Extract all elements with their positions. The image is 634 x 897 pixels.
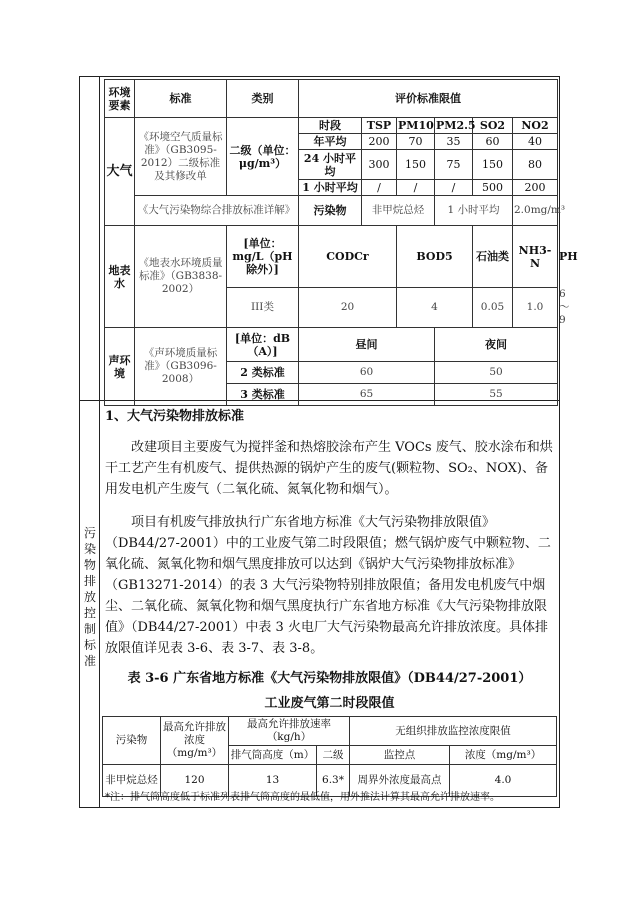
paragraph-1: 改建项目主要废气为搅拌釜和热熔胶涂布产生 VOCs 废气、胶水涂布和烘干工艺产生有机废气、提供热源的锅炉产生的废气(颗粒物、SO₂、NOX)、备用发电机产生废气（二氧化硫、氮氧化物和烟气）。: [105, 440, 553, 497]
lim-header-unorg: 无组织排放监控浓度限值: [350, 717, 557, 746]
noise-class: 3 类标准: [227, 384, 299, 406]
noise-element: 声环境: [105, 328, 135, 406]
noise-night: 夜间: [435, 328, 558, 362]
water-col-oil: 石油类: [473, 226, 513, 288]
table-caption: 表 3-6 广东省地方标准《大气污染物排放限值》（DB44/27-2001）: [127, 671, 532, 686]
noise-class: 2 类标准: [227, 362, 299, 384]
noise-value: 65: [299, 384, 435, 406]
lim-header-point: 监控点: [350, 746, 450, 765]
air-cell: 24 小时平均: [299, 150, 362, 180]
air-cell: 70: [397, 134, 435, 150]
air-cell: 60: [473, 134, 513, 150]
air-col-period: 时段: [299, 118, 362, 134]
air-col-tsp: TSP: [362, 118, 397, 134]
lim-header-level2: 二级: [317, 746, 350, 765]
header-category: 类别: [227, 80, 299, 118]
water-col-bod: BOD5: [397, 226, 473, 288]
lim-header-conc: 浓度（mg/m³）: [450, 746, 557, 765]
lim-header-rate: 最高允许排放速率（kg/h）: [229, 717, 350, 746]
noise-day: 昼间: [299, 328, 435, 362]
side-label: 污染物排放控制标准: [83, 526, 96, 668]
air-std2: 《大气污染物综合排放标准详解》: [135, 196, 299, 226]
air-cell: /: [397, 180, 435, 196]
section-title: 1、大气污染物排放标准: [105, 409, 245, 424]
air-cell: /: [362, 180, 397, 196]
air-cell: 200: [362, 134, 397, 150]
air-std2-value: 2.0mg/m³: [513, 196, 558, 226]
air-cell: 75: [435, 150, 473, 180]
air-cell: 150: [473, 150, 513, 180]
noise-unit: [单位：dB（A）]: [227, 328, 299, 362]
water-element: 地表水: [105, 226, 135, 328]
noise-value: 50: [435, 362, 558, 384]
air-std2-pollutant: 污染物: [299, 196, 362, 226]
air-col-no2: NO2: [513, 118, 558, 134]
air-cell: 1 小时平均: [299, 180, 362, 196]
lim-cell: 非甲烷总烃: [103, 765, 161, 797]
air-cell: /: [435, 180, 473, 196]
table-note: *注：排气筒高度低于标准列表排气筒高度的最低值，用外推法计算其最高允许排放速率。: [105, 792, 500, 803]
water-col-nh3: NH3-N: [513, 226, 558, 288]
air-standard: 《环境空气质量标准》（GB3095-2012）二级标准及其修改单: [135, 118, 227, 196]
water-value: 1.0: [513, 288, 558, 328]
air-cell: 150: [397, 150, 435, 180]
water-col-cod: CODCr: [299, 226, 397, 288]
header-limits: 评价标准限值: [299, 80, 558, 118]
lim-cell: 13: [229, 765, 317, 797]
air-element: 大气: [105, 118, 135, 226]
lim-header-maxconc: 最高允许排放浓度（mg/m³）: [161, 717, 229, 765]
lim-cell: 6.3*: [317, 765, 350, 797]
air-cell: 年平均: [299, 134, 362, 150]
air-col-pm10: PM10: [398, 119, 434, 132]
air-cell: 35: [435, 134, 473, 150]
lim-cell: 4.0: [450, 765, 557, 797]
lim-header-height: 排气筒高度（m）: [229, 746, 317, 765]
air-cell: 40: [513, 134, 558, 150]
emission-limit-table: [102, 716, 557, 797]
noise-standard: 《声环境质量标准》（GB3096-2008）: [135, 328, 227, 406]
header-env: 环境要素: [105, 80, 135, 118]
paragraph-2: 项目有机废气排放执行广东省地方标准《大气污染物排放限值》（DB44/27-2001）中的工业废气第二时段限值；燃气锅炉废气中颗粒物、二氧化硫、氮氧化物和烟气黑度排放可以达到《锅炉大气污染物排放标准》（GB13271-2014）的表 3 大气污染物特别排放限值；备用发电机废气中烟尘、二氧化硫、氮氧化物和烟气黑度执行广东省地方标准《大气污染物排放限值》（DB44/27-2001）中表 3 火电厂大气污染物最高允许排放浓度。具体排放限值详见表 3-6、表 3-7、表 3-8。: [105, 515, 551, 656]
water-value: 0.05: [473, 288, 513, 328]
noise-value: 60: [299, 362, 435, 384]
noise-value: 55: [435, 384, 558, 406]
air-std2-period: 1 小时平均: [435, 196, 513, 226]
air-std2-name: 非甲烷总烃: [362, 196, 435, 226]
water-unit: [单位：mg/L（pH 除外）]: [227, 226, 299, 288]
quality-standard-table: 环境要素 标准 类别 评价标准限值 大气 《环境空气质量标准》（GB3095-2012）二级标准及其修改单 二级（单位：μg/m³） 时段 TSP PM10 PM2.5 SO2 NO2 年平均 200 70 35 60 40 24 小时平均 300 150 75 150 80 1 小时平均 / / / 500 200 《大气污染物综合排放标准详解》 污染物 非甲烷总烃 1 小时平均 2.0mg/m³ 地表水 《地表水环境质量标准》（GB3838-2002） [单位：mg/L（pH 除外）] CODCr BOD5 石油类 NH3-N PH III类 20 4 0.05 1.0 6～9 声环境 《声环境质量标准》（GB3096-2008） [单位：dB（A）] 昼间 夜间 2 类标准 60 50 3 类标准 65 55: [104, 79, 558, 406]
header-standard: 标准: [135, 80, 227, 118]
air-col-so2: SO2: [473, 118, 513, 134]
water-class: III类: [227, 288, 299, 328]
air-cell: 500: [473, 180, 513, 196]
air-cell: 200: [513, 180, 558, 196]
water-value: 4: [397, 288, 473, 328]
lim-cell: 周界外浓度最高点: [350, 765, 450, 797]
air-category: 二级（单位：μg/m³）: [227, 118, 299, 196]
water-standard: 《地表水环境质量标准》（GB3838-2002）: [135, 226, 227, 328]
air-col-pm25: PM2.5: [436, 119, 476, 132]
air-cell: 300: [362, 150, 397, 180]
air-cell: 80: [513, 150, 558, 180]
lim-cell: 120: [161, 765, 229, 797]
lim-header-pollutant: 污染物: [103, 717, 161, 765]
table-subcaption: 工业废气第二时段限值: [264, 696, 395, 711]
water-value: 20: [299, 288, 397, 328]
